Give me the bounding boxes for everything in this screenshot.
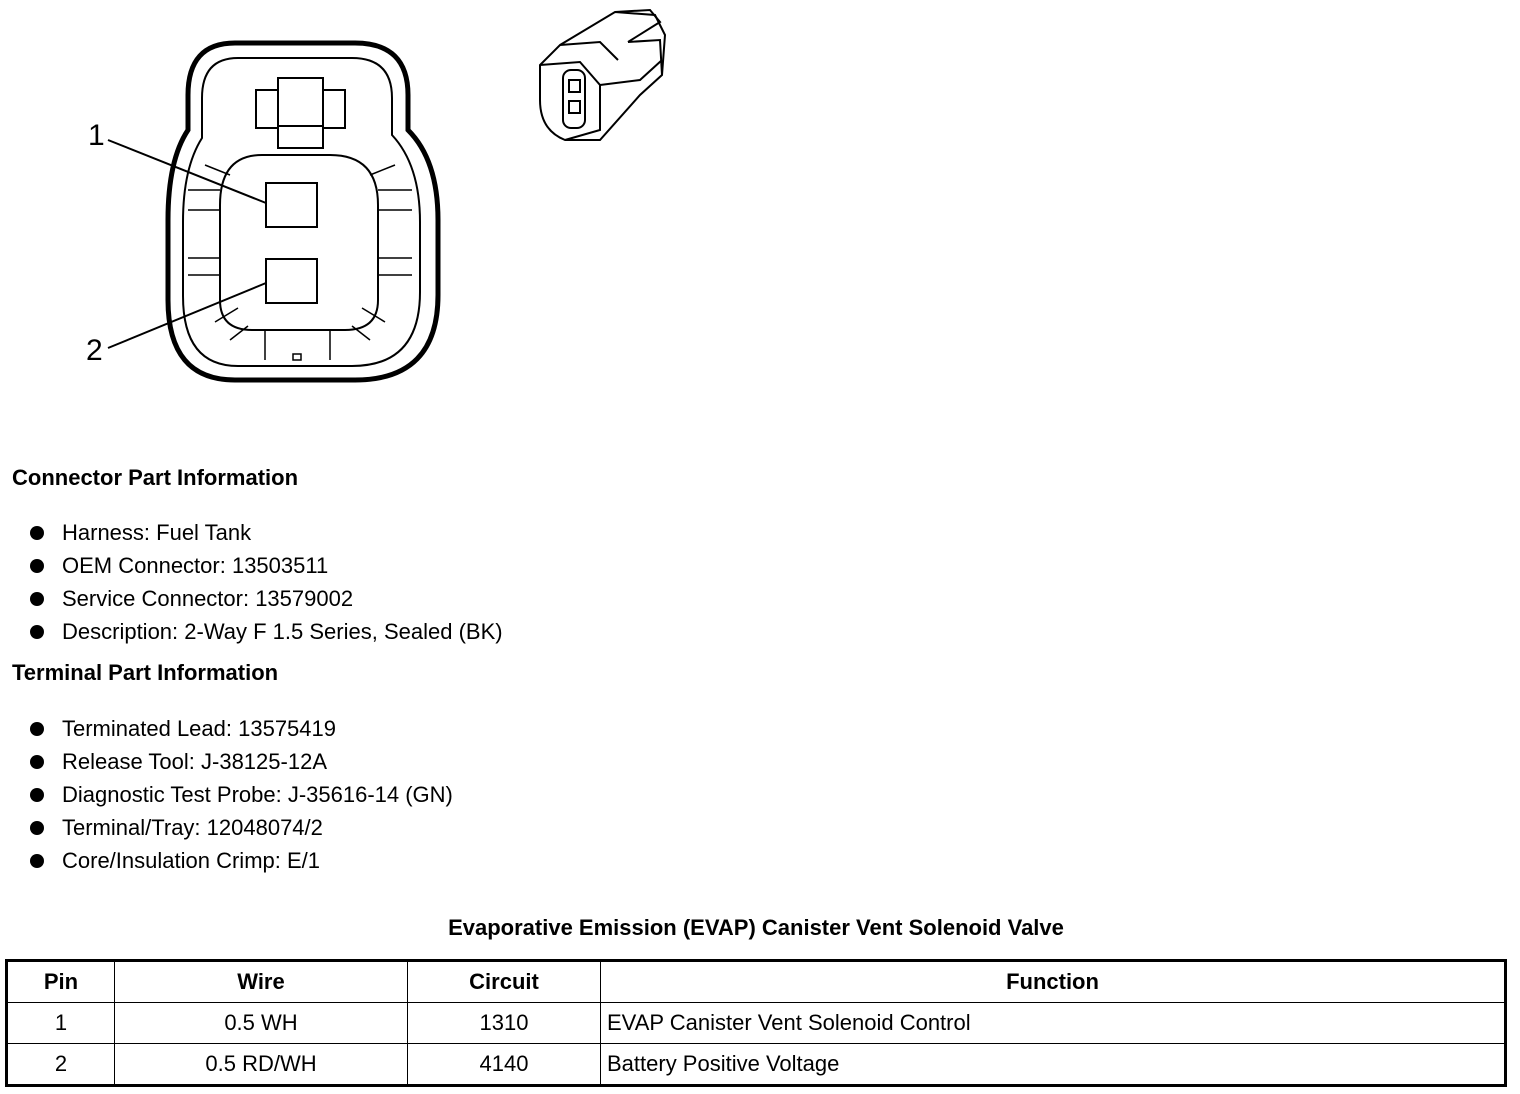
pin-2-label: 2 xyxy=(86,334,103,367)
list-item xyxy=(28,745,453,778)
pin-1-label: 1 xyxy=(88,119,105,152)
list-item xyxy=(28,844,453,877)
cell-function: Battery Positive Voltage xyxy=(601,1044,1506,1086)
table-row xyxy=(7,1003,1506,1044)
list-item xyxy=(28,549,503,582)
table-row xyxy=(7,1044,1506,1086)
list-item-text: Service Connector: 13579002 xyxy=(62,586,354,611)
table-header-row xyxy=(7,961,1506,1003)
bullet-icon xyxy=(30,722,44,736)
list-item-text: Harness: Fuel Tank xyxy=(62,520,252,545)
header-pin: Pin xyxy=(7,961,115,1003)
connector-info-heading: Connector Part Information xyxy=(12,465,299,490)
cell-pin: 2 xyxy=(7,1044,115,1086)
cell-wire: 0.5 RD/WH xyxy=(115,1044,408,1086)
list-item-text: Terminal/Tray: 12048074/2 xyxy=(62,815,323,840)
bullet-icon xyxy=(30,592,44,606)
list-item xyxy=(28,811,453,844)
list-item-text: Terminated Lead: 13575419 xyxy=(62,716,336,741)
pinout-table xyxy=(5,959,1507,1087)
bullet-icon xyxy=(30,821,44,835)
list-item xyxy=(28,712,453,745)
bullet-icon xyxy=(30,526,44,540)
list-item xyxy=(28,615,503,648)
list-item-text: Description: 2-Way F 1.5 Series, Sealed (BK) xyxy=(62,619,503,644)
cell-function: EVAP Canister Vent Solenoid Control xyxy=(601,1003,1506,1044)
cell-circuit: 1310 xyxy=(408,1003,601,1044)
connector-diagram xyxy=(0,0,700,420)
terminal-cavity-1 xyxy=(266,183,317,227)
bullet-icon xyxy=(30,559,44,573)
header-function: Function xyxy=(601,961,1506,1003)
list-item-text: Diagnostic Test Probe: J-35616-14 (GN) xyxy=(62,782,453,807)
list-item-text: Core/Insulation Crimp: E/1 xyxy=(62,848,320,873)
latch-tab xyxy=(256,78,345,148)
terminal-info-list xyxy=(28,712,453,877)
list-item xyxy=(28,778,453,811)
pin-1-leader-line xyxy=(108,140,266,203)
cell-circuit: 4140 xyxy=(408,1044,601,1086)
bullet-icon xyxy=(30,625,44,639)
header-wire: Wire xyxy=(115,961,408,1003)
connector-info-list xyxy=(28,516,503,648)
polarization-notch xyxy=(293,354,301,360)
table-title: Evaporative Emission (EVAP) Canister Vent Solenoid Valve xyxy=(448,915,1064,940)
bullet-icon xyxy=(30,788,44,802)
cell-wire: 0.5 WH xyxy=(115,1003,408,1044)
cell-pin: 1 xyxy=(7,1003,115,1044)
terminal-cavity-2 xyxy=(266,259,317,303)
list-item-text: OEM Connector: 13503511 xyxy=(62,553,329,578)
pin-2-leader-line xyxy=(108,283,266,348)
terminal-info-heading: Terminal Part Information xyxy=(12,660,279,685)
list-item xyxy=(28,516,503,549)
connector-3d-view xyxy=(540,10,665,140)
list-item-text: Release Tool: J-38125-12A xyxy=(62,749,327,774)
bullet-icon xyxy=(30,755,44,769)
header-circuit: Circuit xyxy=(408,961,601,1003)
list-item xyxy=(28,582,503,615)
bullet-icon xyxy=(30,854,44,868)
